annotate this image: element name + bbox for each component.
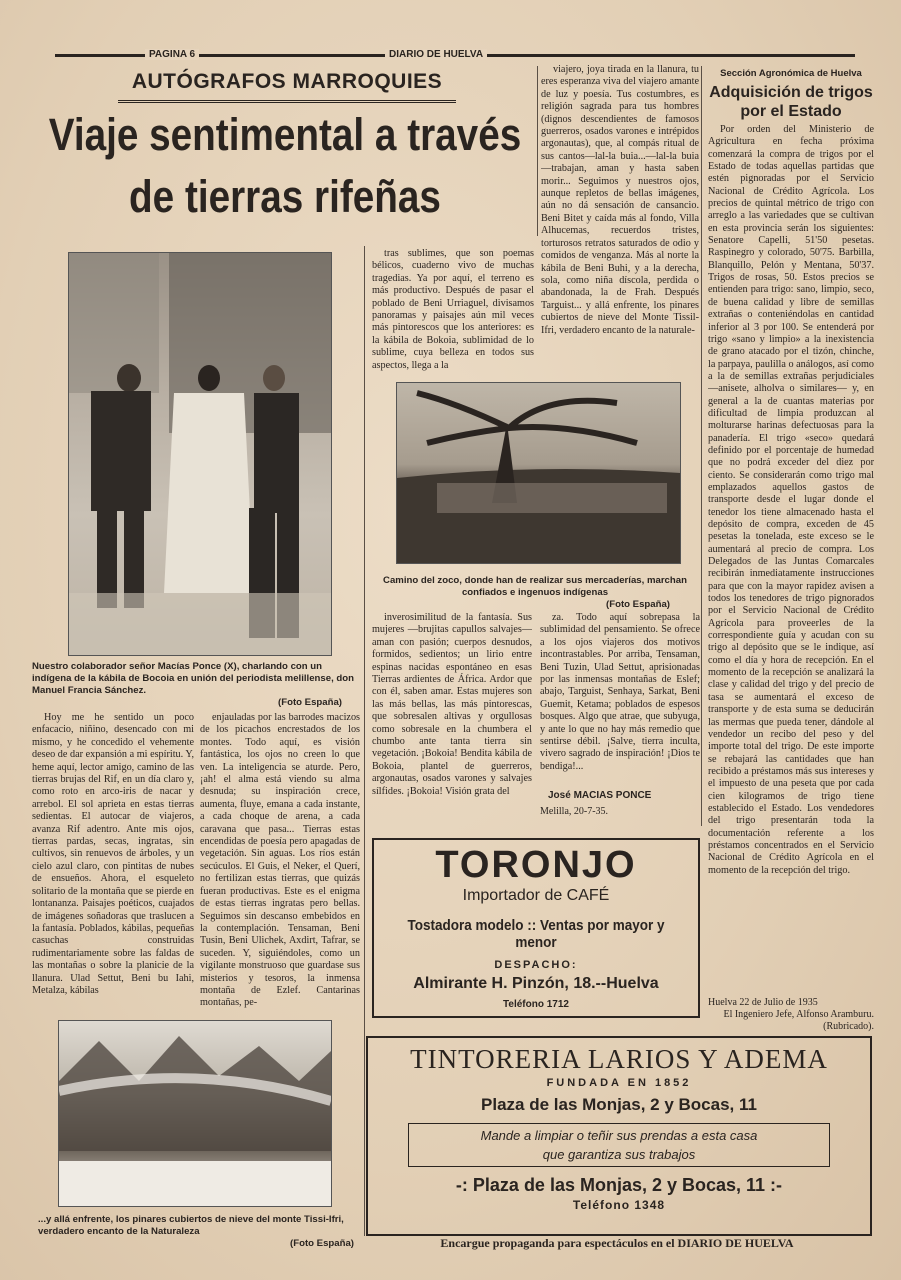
photo2-caption <box>370 575 700 611</box>
toronjo-despacho: DESPACHO: <box>494 959 578 971</box>
photo-pines-art <box>59 1021 331 1206</box>
column-rule-1 <box>364 246 365 1236</box>
article-col2b-text: tras sublimes, que son poemas bélicos, cuaderno vivo de muchas tragedias. Ya por aquí, el terreno es más productivo. Después de pasar el poblado de Beni Urriaguel, divisamos panoramas y paisajes aún mil veces más pintorescos que los anteriores: es la kábila de Bokoia, sublimidad de lo sublime, cuya belleza en todos sus aspectos, llega a la <box>372 248 534 371</box>
tintoreria-address2: -: Plaza de las Monjas, 2 y Bocas, 11 :- <box>455 1175 783 1195</box>
headline-line-1: Viaje sentimental a través <box>48 109 522 160</box>
headline-line-2: de tierras rifeñas <box>129 171 441 222</box>
article-col1-text: Hoy me he sentido un poco enfacacio, niñino, desencado con mi mismo, y he concedido el vehemente deseo de dar expansión a mi espíritu. Y, heme aquí, lector amigo, camino de las tierras brujas del Rif, en un día claro y, como roto en arco-iris de nacar y arrebol. El sol aprieta en estas tierras sedientas. El autocar de viajeros, avanza Rif adentro. Ante mis ojos, tierras pardas, secas, ingratas, sin cultivos, sin renuevos de árboles, y un cielo azul claro, con pintitas de nubes de ensueños. Ahora, el esqueleto solitario de la montaña que se pierde en lontananza. Paisajes poéticos, cuajados de imágenes soñadoras que traslucen a la fantasía. Poblados, kábilas, pequeñas casuchas construidas rudimentariamente sobre las faldas de las montañas o sobre la planicie de la llanura. Ulad Settut, Beni bu Iahi, Metalza, kábilas <box>32 712 194 996</box>
photo2-credit: (Foto España) <box>606 599 670 610</box>
footer-promo: Encargue propaganda para espectáculos en el DIARIO DE HUELVA <box>440 1236 794 1250</box>
article-column-2b <box>372 248 534 380</box>
agro-footer <box>708 997 874 1033</box>
photo3-credit: (Foto España) <box>290 1238 354 1249</box>
article-col2-text: enjauladas por las barrodes macizos de los picachos encrestados de los montes. Todo aquí, es visión fantástica, los ojos no creen lo que ven. La inteligencia se aturde. Pero, ¡ah! el alma está viendo su alma desnuda; su inspiración crece, aumenta, fluye, emana a cada instante, a cada choque de arena, a cada caravana que pasa... Tierras estas encendidas de poesía pero apagadas de vegetación. Sin aguas. Los ríos están secúculos. El Guis, el Neker, el Querí, no fertilizan estas tierras, que quizás fueran productivas. Este es el enigma de estas tierras ingratas pero bellas. Seguimos sin descanso embebidos en la contemplación. Tensaman, Beni Tusin, Beni Ulichek, Axdirt, Tafrar, se suceden. Y, siguiéndoles, como un vigilante monstruoso que guardase sus misterios y tesoros, la inmensa montaña de Ezlef. Cantarinas montañas, pe- <box>200 712 360 1009</box>
article-col3-text: viajero, joya tirada en la llanura, tu eres esperanza viva del viajero amante de luz y poesía. Tus costumbres, es religión sagrada para tus hombres (dignos descendientes de famosos guerreros, osados varones e intrépidos argonautas), que, al compás ritual de sus cantos—lal-la buia...—lal-la buia—trabajan, aman y hasta saben morir... Seguimos y nuestros ojos, aunque repletos de bellas imágenes, aún no dá sensación de cansancio. Beni Bitet y caída más al fondo, Villa Alhucemas, recuerdos tristes, torturosos retratos saturados de odio y comidos de venganza. Más al norte la kábila de Beni Buhi, y a la derecha, sola, como niña díscola, perdida o abandonada, la de Frah. Después Targuist... y allá enfrente, los pinares cubiertos de nieve del Monte Tissil-Ifri, verdadero encanto de la naturale- <box>541 64 699 336</box>
article-column-3b <box>540 612 700 787</box>
photo1-credit: (Foto España) <box>278 697 342 708</box>
photo3-caption <box>38 1214 354 1250</box>
agro-headline <box>706 83 876 121</box>
toronjo-name: TORONJO <box>435 844 637 886</box>
agro-body <box>708 124 874 992</box>
photo-men-talking <box>68 252 332 656</box>
column-rule-2 <box>537 66 538 236</box>
article-dateline: Melilla, 20-7-35. <box>540 806 609 817</box>
page-header <box>55 46 855 66</box>
article-col2c-text: inverosimilitud de la fantasía. Sus mujeres —brujitas capullos salvajes— aman con pasión; cuerpos desnudos, formidos, sedientos; un lirio entre espinas nacidas espontáneo en esas Tierras ardientes de África. Ardor que con él, saben amar. Estas mujeres son las más bellas, las más pintorescas, que sobresalen altivas y orgullosas como sobresale en la chumbera el chumbo ante tanta tierra sin vegetación. ¡Bokoia! Bendita kábila de Bokoia, plantel de guerreros, argonautas, osados varones y salvajes sílfides. ¡Bokoia! Visión grata del <box>372 612 532 797</box>
toronjo-sub: Importador de CAFÉ <box>462 887 610 904</box>
photo2-caption-text: Camino del zoco, donde han de realizar sus mercaderías, marchan confiados e ingenuos indígenas <box>383 575 687 598</box>
photo-road-to-market <box>396 382 681 564</box>
newspaper-name: DIARIO DE HUELVA <box>385 49 487 60</box>
toronjo-phone: Teléfono 1712 <box>503 999 569 1010</box>
photo-snowy-pines <box>58 1020 332 1207</box>
article-headline <box>30 104 540 228</box>
article-column-2c <box>372 612 532 822</box>
article-col3b-text: za. Todo aquí sobrepasa la sublimidad del pensamiento. Se ofrece a los ojos viajeros dos motivos incontrastables. Por arriba, Tensaman, Beni Tuzin, Ulad Settut, aprisionadas por las inmensas montañas de Eslef; abajo, Targuist, Senhaya, Sarkat, Beni Guemit, Ketama; poblados de espesos bosques. Algo que atrae, que subyuga, y ante lo que no hay más remedio que sentirse débil. ¡Salve, tierra inculta, vivero sagrado de inspiración! ¡Dios te bendiga!... <box>540 612 700 772</box>
agro-headline-line-2: por el Estado <box>740 103 842 120</box>
agro-body-text: Por orden del Ministerio de Agricultura en fecha próxima comenzará la compra de trigos por el Estado de todas aquellas partidas que estén pignoradas por el Servicio Nacional de Crédito Agrícola. Los precios de quintal métrico de trigo con arreglo a las variedades que se cultivan en esta provincia serán los siguientes: Senatore Capelli, 51'50 pesetas. Raspinegro y colorado, 50'75. Barbilla, Blanquillo, Pelón y Mentana, 50'37. Trigos de rosas, 50. Estos precios se entienden para trigo: sano, limpio, seco, de buena calidad y libre de semillas extrañas o conteniéndolas en cantidad inferior al 3 por 100. Se entenderá por trigo «sano y limpio» a la inexistencia de grano atacado por el tizón, chinche, la parpaya, paulilla o análogos, así como a la de semillas extrañas perjudiciales —anisete, alholva o similares— y, en general a la de cuantas materias por dificultad de limpia produzcan al molturarse harinas defectuosas para la panadería. El trigo «seco» quedará definido por el porcentaje de humedad que no podrá exceder del diez por ciento. Se considerarán como trigo mal emplazados aquellos gastos de transporte desde el lugar donde el tenedor los tiene almacenado hasta el depósito de compra, exceden de 45 pesetas la tonelada, este exceso se le aumentará al precio de compra. Los Delegados de las Juntas Comarcales recibirán inmediatamente instrucciones para que con la mayor rapidez avisen a todos los tenedores de trigo pignorados por el Servicio Nacional de Crédito Agrícola para proveerles de la correspondiente guía y acudan con su trigo al depósito que se le indique, así como el día y hora de recepción. En el momento de la recepción se analizará la clase y calidad del trigo y del precio de tasa se aumentará el exceso de transporte y de esta suma se deducirán las mermas que pueda tener, dándole al vendedor un recibo del peso y del importe total del trigo. De este importe se rebajará las cantidades que han recibido a préstamos más sus intereses y el impuesto de una peseta que por cada cien kilogramos de trigo tiene establecido el Estado. Los vendedores del trigo presentarán toda la documentación referente a los préstamos concentrados en el Servicio Nacional de Crédito Agrícola en el momento de la recepción del trigo. <box>708 124 874 876</box>
toronjo-line: Tostadora modelo :: Ventas por mayor y menor <box>407 917 665 951</box>
article-column-1 <box>32 712 194 1012</box>
photo3-caption-text: ...y allá enfrente, los pinares cubiertos de nieve del monte Tissi-Ifri, verdadero encanto de la Naturaleza <box>38 1214 344 1237</box>
tintoreria-slogan2: que garantiza sus trabajos <box>542 1147 696 1162</box>
article-column-2 <box>200 712 360 1012</box>
tintoreria-slogan-box <box>408 1123 830 1167</box>
agro-date: Huelva 22 de Julio de 1935 <box>708 997 818 1008</box>
column-rule-3 <box>701 66 702 826</box>
article-kicker: AUTÓGRAFOS MARROQUIES <box>118 70 456 103</box>
photo-road-art <box>397 383 680 563</box>
article-signature: José MACIAS PONCE <box>548 790 652 801</box>
agro-headline-line-1: Adquisición de trigos <box>709 84 873 101</box>
ad-toronjo <box>372 838 700 1018</box>
tintoreria-phone: Teléfono 1348 <box>572 1198 666 1212</box>
photo1-caption <box>32 661 362 709</box>
ad-tintoreria <box>366 1036 872 1236</box>
photo-men-talking-art <box>69 253 331 655</box>
toronjo-address: Almirante H. Pinzón, 18.--Huelva <box>413 975 659 992</box>
article-column-3 <box>541 64 699 380</box>
agro-signer: El Ingeniero Jefe, Alfonso Aramburu. (Rubricado). <box>723 1009 874 1032</box>
page-number: PAGINA 6 <box>145 49 199 60</box>
tintoreria-name: TINTORERIA LARIOS Y ADEMA <box>410 1044 828 1074</box>
tintoreria-founded: FUNDADA EN 1852 <box>546 1077 692 1089</box>
tintoreria-slogan1: Mande a limpiar o teñir sus prendas a esta casa <box>480 1128 758 1143</box>
photo1-caption-text: Nuestro colaborador señor Macías Ponce (X), charlando con un indígena de la kábila de Bocoia en unión del periodista melillense, don Manuel Francia Sánchez. <box>32 661 354 696</box>
tintoreria-address1: Plaza de las Monjas, 2 y Bocas, 11 <box>481 1095 757 1114</box>
agro-section: Sección Agronómica de Huelva <box>720 68 862 79</box>
